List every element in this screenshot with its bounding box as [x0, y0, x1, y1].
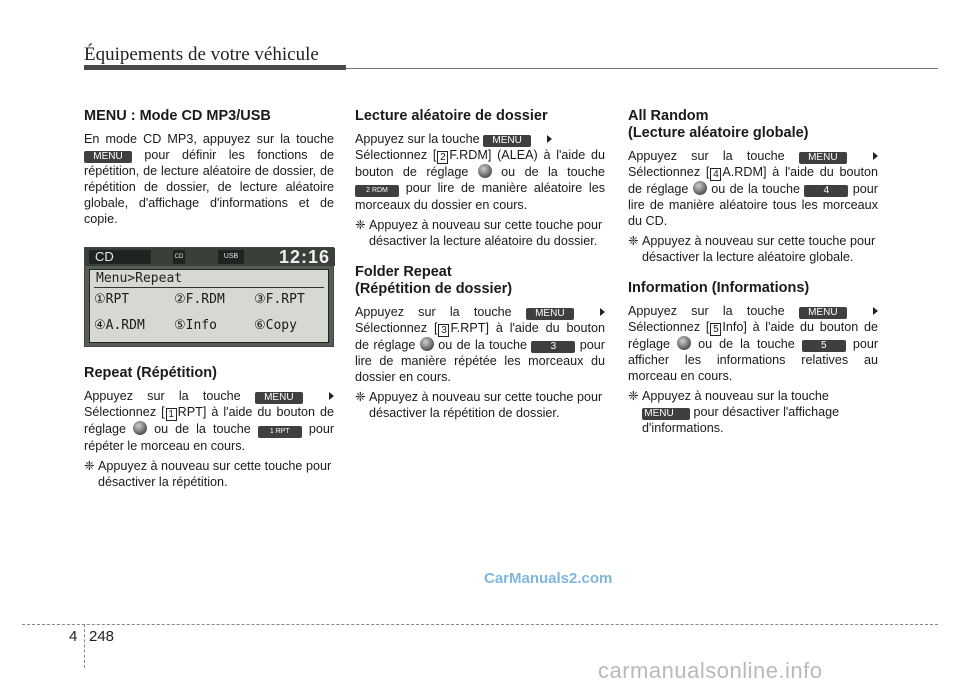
tune-knob-icon [133, 421, 147, 435]
text: Appuyez sur la touche [84, 389, 241, 403]
number-box-icon: 3 [438, 324, 449, 337]
text: ou de la touche [501, 165, 605, 179]
text: pour désactiver l'affichage d'informations. [642, 405, 840, 435]
text: ou de la touche [711, 182, 800, 196]
note-mark-icon: ❈ [355, 218, 366, 232]
screen-menu-title: Menu>Repeat [96, 271, 183, 286]
text: Sélectionnez [ [355, 148, 437, 162]
paragraph-menu-intro [84, 131, 334, 227]
heading-repeat: Repeat (Répétition) [84, 365, 217, 381]
text: Appuyez à nouveau sur cette touche pour désactiver la répétition. [98, 459, 332, 489]
screen-item-ardm: ④A.RDM [94, 318, 145, 333]
arrow-right-icon [547, 135, 552, 143]
screen-divider [94, 287, 324, 288]
heading-folder-random: Lecture aléatoire de dossier [355, 108, 548, 124]
text: F.RPT] à l'aide du bouton de réglage [355, 321, 605, 352]
heading-all-random [628, 108, 878, 142]
tune-knob-icon [478, 164, 492, 178]
footer-rule [22, 624, 938, 625]
text: Sélectionnez [ [628, 165, 710, 179]
menu-button-icon: MENU [799, 152, 847, 164]
heading-information: Information (Informations) [628, 280, 810, 296]
note-mark-icon: ❈ [355, 390, 366, 404]
button-3-icon: 3 [531, 341, 575, 353]
paragraph-all-random [628, 148, 878, 229]
note-folder-repeat [355, 389, 605, 421]
text: pour lire de manière aléatoire les morceaux du dossier en cours. [355, 181, 605, 212]
text: Info] à l'aide du bouton de réglage [628, 320, 878, 351]
text: Folder Repeat [355, 264, 452, 280]
note-mark-icon: ❈ [628, 234, 639, 248]
screen-usb-icon: USB [218, 250, 244, 264]
cd-display-screen [84, 247, 334, 347]
menu-button-icon: MENU [84, 151, 132, 163]
header-bar [84, 65, 346, 70]
page-header-title: Équipements de votre véhicule [84, 44, 319, 65]
note-mark-icon: ❈ [84, 459, 95, 473]
text: A.RDM] à l'aide du bouton de réglage [628, 165, 878, 196]
text: Appuyez à nouveau sur cette touche pour désactiver la répétition de dossier. [369, 390, 603, 420]
screen-cd-icon: CD [173, 250, 185, 264]
column-1 [84, 108, 334, 494]
text: pour définir les fonctions de répétition, de lecture aléatoire de dossier, de répétition de dossier, de lecture aléatoire globale, d'affichage d'informations et de copie. [84, 148, 335, 226]
text: En mode CD MP3, appuyez sur la touche [84, 132, 334, 146]
arrow-right-icon [873, 307, 878, 315]
text: (Répétition de dossier) [355, 281, 513, 297]
menu-button-icon: MENU [526, 308, 574, 320]
arrow-right-icon [600, 308, 605, 316]
rdm-button-icon: 2 RDM [355, 185, 399, 197]
paragraph-repeat [84, 388, 334, 454]
heading-menu-mode: MENU : Mode CD MP3/USB [84, 108, 271, 124]
text: pour afficher les informations relatives au morceau en cours. [628, 337, 879, 383]
text: Sélectionnez [ [628, 320, 710, 334]
note-information [628, 388, 878, 436]
text: ou de la touche [154, 422, 251, 436]
text: RPT] à l'aide du bouton de réglage [84, 405, 334, 436]
text: Sélectionnez [ [84, 405, 165, 419]
tune-knob-icon [693, 181, 707, 195]
note-all-random [628, 233, 878, 265]
screen-clock: 12:16 [279, 247, 331, 267]
chapter-number: 4 [69, 628, 78, 645]
text: ou de la touche [438, 338, 527, 352]
text: pour lire de manière aléatoire tous les morceaux du CD. [628, 182, 878, 228]
screen-item-info: ⑤Info [174, 318, 217, 333]
button-5-icon: 5 [802, 340, 846, 352]
tune-knob-icon [420, 337, 434, 351]
number-box-icon: 5 [710, 323, 721, 336]
arrow-right-icon [329, 392, 334, 400]
screen-item-frpt: ③F.RPT [254, 292, 305, 307]
text: Appuyez sur la touche [355, 132, 480, 146]
menu-button-icon: MENU [255, 392, 303, 404]
text: Appuyez sur la touche [628, 149, 785, 163]
text: pour lire de manière répétée les morceaux du dossier en cours. [355, 338, 605, 384]
screen-menu-panel [89, 269, 329, 343]
note-repeat [84, 458, 334, 490]
text: Appuyez à nouveau sur cette touche pour désactiver la lecture aléatoire du dossier. [369, 218, 603, 248]
screen-item-rpt: ①RPT [94, 292, 130, 307]
text: F.RDM] (ALEA) à l'aide du bouton de réglage [355, 148, 605, 179]
text: All Random [628, 108, 709, 124]
text: Appuyez à nouveau sur cette touche pour désactiver la lecture aléatoire globale. [642, 234, 876, 264]
column-2 [355, 108, 605, 425]
paragraph-information [628, 303, 878, 384]
menu-button-icon: MENU [642, 408, 690, 420]
column-3 [628, 108, 878, 440]
watermark-carmanuals2: CarManuals2.com [484, 570, 613, 587]
tune-knob-icon [677, 336, 691, 350]
text: (Lecture aléatoire globale) [628, 125, 809, 141]
screen-item-frdm: ②F.RDM [174, 292, 225, 307]
page-number: 248 [89, 628, 115, 645]
note-mark-icon: ❈ [628, 389, 639, 403]
text: ou de la touche [698, 337, 795, 351]
text: pour répéter le morceau en cours. [84, 422, 335, 453]
arrow-right-icon [873, 152, 878, 160]
number-box-icon: 1 [166, 408, 177, 421]
button-4-icon: 4 [804, 185, 848, 197]
text: Appuyez sur la touche [355, 305, 512, 319]
screen-tab-cd: CD [89, 250, 151, 264]
menu-button-icon: MENU [483, 135, 531, 147]
paragraph-folder-repeat [355, 304, 605, 385]
heading-folder-repeat [355, 264, 605, 298]
text: Appuyez à nouveau sur la touche [642, 389, 829, 403]
number-box-icon: 2 [437, 151, 448, 164]
text: Sélectionnez [ [355, 321, 438, 335]
screen-item-copy: ⑥Copy [254, 318, 297, 333]
number-box-icon: 4 [710, 168, 721, 181]
paragraph-folder-random [355, 131, 605, 213]
note-folder-random [355, 217, 605, 249]
footer-divider [84, 624, 85, 668]
watermark-carmanualsonline: carmanualsonline.info [598, 658, 823, 683]
rpt-button-icon: 1 RPT [258, 426, 302, 438]
header-rule [346, 68, 938, 69]
text: Appuyez sur la touche [628, 304, 785, 318]
menu-button-icon: MENU [799, 307, 847, 319]
